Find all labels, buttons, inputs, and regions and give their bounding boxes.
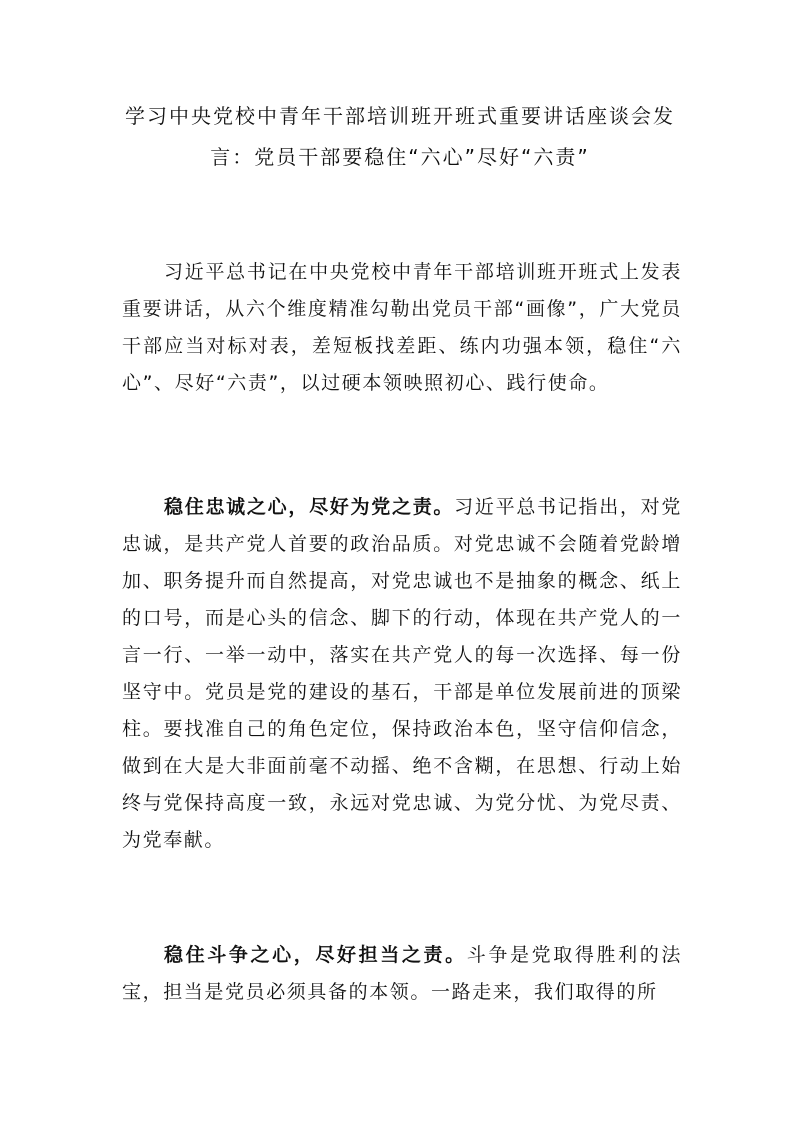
paragraph-lead: 稳住忠诚之心，尽好为党之责。: [164, 496, 455, 518]
document-title-line-2: 言：党员干部要稳住“六心”尽好“六责”: [210, 145, 590, 169]
document-title-line-1: 学习中央党校中青年干部培训班开班式重要讲话座谈会发: [125, 104, 675, 128]
paragraph-text: 斗争是党取得胜利的法宝，担当是党员必须具备的本领。一路走来，我们取得的所: [122, 944, 682, 1003]
paragraph-loyalty: [122, 489, 682, 859]
paragraph-text: 习近平总书记在中央党校中青年干部培训班开班式上发表重要讲话，从六个维度精准勾勒出党员干部“画像”，广大党员干部应当对标对表，差短板找差距、练内功强本领，稳住“六心”、尽好“六责”，以过硬本领映照初心、践行使命。: [122, 261, 682, 394]
paragraph-struggle: [122, 937, 682, 1011]
paragraph-lead: 稳住斗争之心，尽好担当之责。: [164, 944, 467, 966]
paragraph-intro: [122, 254, 682, 402]
paragraph-text: 习近平总书记指出，对党忠诚，是共产党人首要的政治品质。对党忠诚不会随着党龄增加、职务提升而自然提高，对党忠诚也不是抽象的概念、纸上的口号，而是心头的信念、脚下的行动，体现在共产党人的一言一行、一举一动中，落实在共产党人的每一次选择、每一份坚守中。党员是党的建设的基石，干部是单位发展前进的顶梁柱。要找准自己的角色定位，保持政治本色，坚守信仰信念，做到在大是大非面前毫不动摇、绝不含糊，在思想、行动上始终与党保持高度一致，永远对党忠诚、为党分忧、为党尽责、为党奉献。: [122, 496, 683, 851]
